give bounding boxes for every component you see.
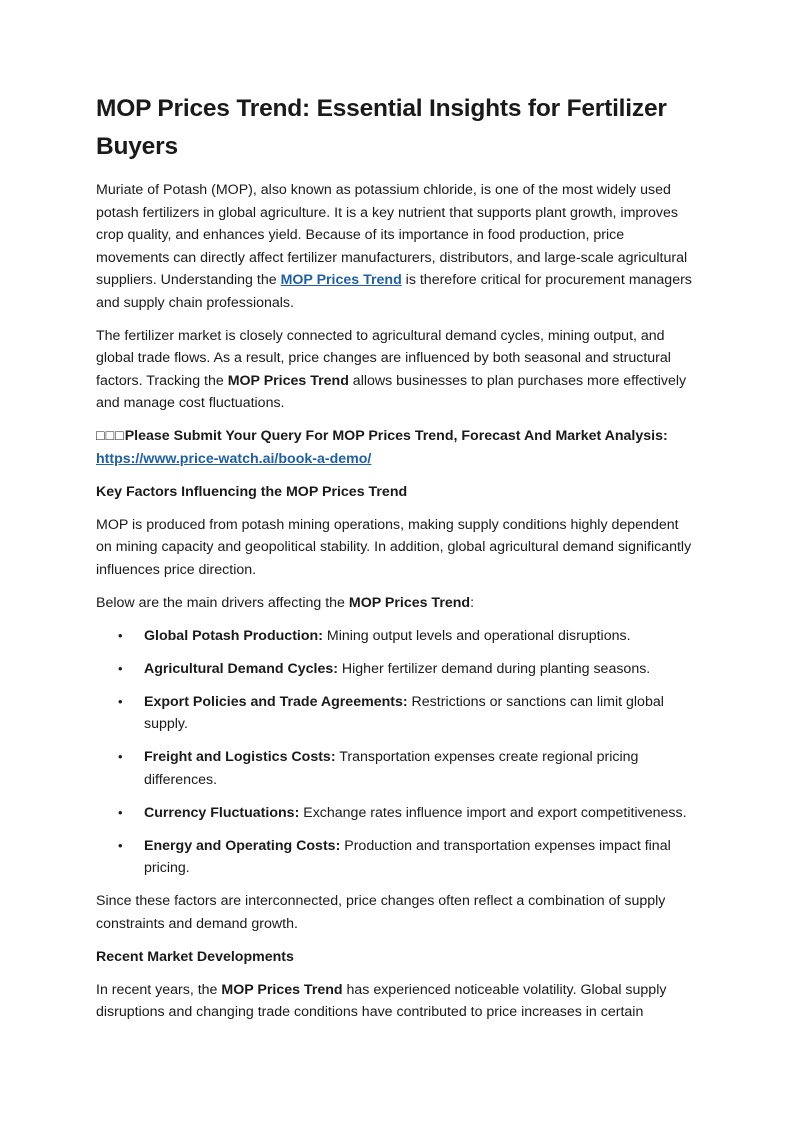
- driver-label: Agricultural Demand Cycles:: [144, 660, 338, 677]
- cta-placeholder-icon: □□□: [96, 428, 125, 444]
- market-text-1: The fertilizer market is closely connected to agricultural demand cycles, mining output, and global trade flows. As a result, price changes are influenced by both seasonal and structural factors. Tracking the: [96, 327, 671, 389]
- bullet-icon: •: [118, 837, 123, 853]
- book-demo-link[interactable]: https://www.price-watch.ai/book-a-demo/: [96, 450, 372, 467]
- driver-label: Global Potash Production:: [144, 627, 323, 644]
- bullet-icon: •: [118, 660, 123, 676]
- page-title: MOP Prices Trend: Essential Insights for Fertilizer Buyers: [96, 95, 667, 160]
- driver-text: Higher fertilizer demand during planting seasons.: [337, 660, 651, 677]
- bullet-icon: •: [118, 693, 123, 709]
- recent-text-2: has experienced noticeable volatility. Global supply disruptions and changing trade conditions have contributed to price increases in certain: [96, 981, 667, 1020]
- recent-text-1: In recent years, the: [96, 981, 222, 998]
- driver-label: Freight and Logistics Costs:: [144, 749, 336, 765]
- market-text-2: allows businesses to plan purchases more effectively and manage cost fluctuations.: [96, 372, 687, 411]
- driver-text: Production and transportation expenses impact final pricing.: [144, 837, 671, 876]
- list-item: [96, 658, 696, 681]
- bullet-icon: •: [118, 627, 123, 643]
- drivers-intro-text-2: :: [470, 594, 475, 611]
- mining-paragraph: MOP is produced from potash mining operations, making supply conditions highly dependent on mining capacity and geopolitical stability. In addition, global agricultural demand significantly influences price direction.: [96, 516, 692, 578]
- cta-label: Please Submit Your Query For MOP Prices Trend, Forecast And Market Analysis:: [124, 428, 668, 444]
- list-item: [96, 746, 696, 791]
- intro-text-2: is therefore critical for procurement managers and supply chain professionals.: [96, 272, 692, 311]
- interconnected-paragraph: Since these factors are interconnected, price changes often reflect a combination of supply constraints and demand growth.: [96, 893, 666, 932]
- recent-bold: MOP Prices Trend: [221, 981, 343, 998]
- intro-text-1: Muriate of Potash (MOP), also known as potassium chloride, is one of the most widely used potash fertilizers in global agriculture. It is a key nutrient that supports plant growth, improves crop quality, and enhances yield. Because of its importance in food production, price movements can directly affect fertilizer manufacturers, distributors, and large-scale agricultural suppliers. Understanding the: [96, 182, 688, 288]
- list-item: [96, 802, 696, 825]
- bullet-icon: •: [118, 804, 123, 820]
- list-item: [96, 835, 696, 880]
- list-item: [96, 691, 696, 736]
- driver-label: Energy and Operating Costs:: [144, 837, 341, 854]
- document-page: [96, 90, 696, 1034]
- drivers-intro-bold: MOP Prices Trend: [348, 594, 471, 611]
- driver-text: Mining output levels and operational disruptions.: [322, 627, 631, 644]
- driver-label: Export Policies and Trade Agreements:: [144, 693, 408, 710]
- market-bold: MOP Prices Trend: [227, 372, 349, 389]
- market-paragraph: [96, 325, 696, 415]
- intro-paragraph: [96, 179, 696, 314]
- drivers-intro-text-1: Below are the main drivers affecting the: [96, 594, 349, 611]
- key-factors-heading: Key Factors Influencing the MOP Prices Trend: [96, 483, 408, 500]
- recent-developments-heading: Recent Market Developments: [96, 948, 294, 965]
- mop-prices-trend-link[interactable]: MOP Prices Trend: [280, 272, 402, 288]
- drivers-intro-paragraph: [96, 592, 696, 615]
- recent-paragraph: [96, 979, 696, 1024]
- cta-paragraph: [96, 425, 696, 470]
- list-item: [96, 625, 696, 648]
- driver-text: Restrictions or sanctions can limit global supply.: [144, 693, 664, 732]
- driver-label: Currency Fluctuations:: [144, 804, 300, 821]
- bullet-icon: •: [118, 749, 123, 764]
- drivers-list: [96, 625, 696, 880]
- driver-text: Transportation expenses create regional pricing differences.: [144, 749, 639, 788]
- driver-text: Exchange rates influence import and export competitiveness.: [299, 804, 687, 821]
